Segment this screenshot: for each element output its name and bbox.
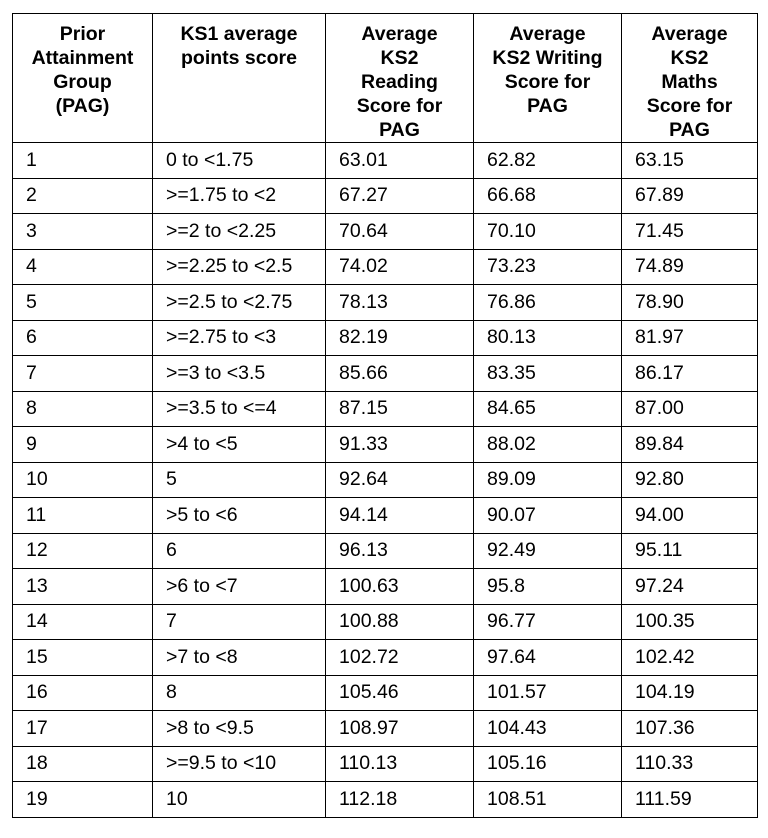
pag-cell: 6 [13, 320, 153, 356]
pag-cell: 17 [13, 711, 153, 747]
writing-score-cell: 96.77 [474, 604, 622, 640]
reading-score-cell: 91.33 [326, 427, 474, 463]
table-row [13, 604, 758, 640]
table-row [13, 711, 758, 747]
reading-score-cell: 78.13 [326, 285, 474, 321]
ks1-score-cell: >=2 to <2.25 [153, 214, 326, 250]
reading-score-cell: 92.64 [326, 462, 474, 498]
maths-score-cell: 71.45 [622, 214, 758, 250]
header-ks2-maths: Average KS2 Maths Score for PAG [622, 14, 758, 143]
reading-score-cell: 94.14 [326, 498, 474, 534]
reading-score-cell: 70.64 [326, 214, 474, 250]
maths-score-cell: 95.11 [622, 533, 758, 569]
ks1-score-cell: >5 to <6 [153, 498, 326, 534]
writing-score-cell: 83.35 [474, 356, 622, 392]
writing-score-cell: 76.86 [474, 285, 622, 321]
writing-score-cell: 90.07 [474, 498, 622, 534]
reading-score-cell: 100.63 [326, 569, 474, 605]
header-row [13, 14, 758, 143]
ks1-score-cell: >=3 to <3.5 [153, 356, 326, 392]
table-row [13, 640, 758, 676]
ks1-score-cell: >=2.5 to <2.75 [153, 285, 326, 321]
table-row [13, 249, 758, 285]
writing-score-cell: 62.82 [474, 143, 622, 179]
maths-score-cell: 63.15 [622, 143, 758, 179]
pag-cell: 14 [13, 604, 153, 640]
table-row [13, 356, 758, 392]
maths-score-cell: 102.42 [622, 640, 758, 676]
reading-score-cell: 63.01 [326, 143, 474, 179]
writing-score-cell: 92.49 [474, 533, 622, 569]
table-row [13, 427, 758, 463]
maths-score-cell: 86.17 [622, 356, 758, 392]
pag-cell: 7 [13, 356, 153, 392]
header-pag: Prior Attainment Group (PAG) [13, 14, 153, 143]
ks1-score-cell: >6 to <7 [153, 569, 326, 605]
reading-score-cell: 87.15 [326, 391, 474, 427]
ks1-score-cell: >=1.75 to <2 [153, 178, 326, 214]
writing-score-cell: 70.10 [474, 214, 622, 250]
reading-score-cell: 82.19 [326, 320, 474, 356]
maths-score-cell: 78.90 [622, 285, 758, 321]
reading-score-cell: 100.88 [326, 604, 474, 640]
table-row [13, 498, 758, 534]
ks1-score-cell: >=2.25 to <2.5 [153, 249, 326, 285]
pag-cell: 18 [13, 746, 153, 782]
writing-score-cell: 66.68 [474, 178, 622, 214]
writing-score-cell: 101.57 [474, 675, 622, 711]
ks1-score-cell: 5 [153, 462, 326, 498]
ks1-score-cell: >=9.5 to <10 [153, 746, 326, 782]
ks1-score-cell: 0 to <1.75 [153, 143, 326, 179]
writing-score-cell: 73.23 [474, 249, 622, 285]
pag-cell: 15 [13, 640, 153, 676]
ks1-score-cell: 8 [153, 675, 326, 711]
table-body [13, 143, 758, 818]
table-row [13, 285, 758, 321]
table-row [13, 214, 758, 250]
reading-score-cell: 108.97 [326, 711, 474, 747]
reading-score-cell: 74.02 [326, 249, 474, 285]
pag-cell: 9 [13, 427, 153, 463]
table-row [13, 569, 758, 605]
maths-score-cell: 107.36 [622, 711, 758, 747]
ks1-score-cell: 10 [153, 782, 326, 818]
pag-cell: 10 [13, 462, 153, 498]
table-container [12, 13, 758, 818]
pag-cell: 2 [13, 178, 153, 214]
pag-cell: 13 [13, 569, 153, 605]
table-row [13, 178, 758, 214]
table-row [13, 746, 758, 782]
table-row [13, 533, 758, 569]
header-ks2-reading: Average KS2 Reading Score for PAG [326, 14, 474, 143]
writing-score-cell: 80.13 [474, 320, 622, 356]
maths-score-cell: 81.97 [622, 320, 758, 356]
writing-score-cell: 88.02 [474, 427, 622, 463]
maths-score-cell: 92.80 [622, 462, 758, 498]
pag-cell: 8 [13, 391, 153, 427]
header-ks1-average: KS1 average points score [153, 14, 326, 143]
reading-score-cell: 112.18 [326, 782, 474, 818]
pag-cell: 12 [13, 533, 153, 569]
writing-score-cell: 95.8 [474, 569, 622, 605]
maths-score-cell: 110.33 [622, 746, 758, 782]
ks1-score-cell: >4 to <5 [153, 427, 326, 463]
pag-cell: 5 [13, 285, 153, 321]
ks1-score-cell: >=2.75 to <3 [153, 320, 326, 356]
table-row [13, 675, 758, 711]
writing-score-cell: 104.43 [474, 711, 622, 747]
maths-score-cell: 87.00 [622, 391, 758, 427]
reading-score-cell: 102.72 [326, 640, 474, 676]
pag-cell: 11 [13, 498, 153, 534]
reading-score-cell: 105.46 [326, 675, 474, 711]
writing-score-cell: 89.09 [474, 462, 622, 498]
maths-score-cell: 74.89 [622, 249, 758, 285]
ks1-score-cell: 7 [153, 604, 326, 640]
writing-score-cell: 84.65 [474, 391, 622, 427]
reading-score-cell: 67.27 [326, 178, 474, 214]
table-row [13, 782, 758, 818]
maths-score-cell: 89.84 [622, 427, 758, 463]
pag-cell: 3 [13, 214, 153, 250]
maths-score-cell: 100.35 [622, 604, 758, 640]
pag-cell: 16 [13, 675, 153, 711]
table-row [13, 320, 758, 356]
pag-cell: 1 [13, 143, 153, 179]
table-row [13, 462, 758, 498]
reading-score-cell: 96.13 [326, 533, 474, 569]
maths-score-cell: 94.00 [622, 498, 758, 534]
pag-cell: 19 [13, 782, 153, 818]
maths-score-cell: 104.19 [622, 675, 758, 711]
ks1-score-cell: >7 to <8 [153, 640, 326, 676]
pag-score-table [12, 13, 758, 818]
writing-score-cell: 97.64 [474, 640, 622, 676]
maths-score-cell: 67.89 [622, 178, 758, 214]
ks1-score-cell: 6 [153, 533, 326, 569]
maths-score-cell: 97.24 [622, 569, 758, 605]
reading-score-cell: 85.66 [326, 356, 474, 392]
table-row [13, 143, 758, 179]
table-row [13, 391, 758, 427]
header-ks2-writing: Average KS2 Writing Score for PAG [474, 14, 622, 143]
writing-score-cell: 108.51 [474, 782, 622, 818]
pag-cell: 4 [13, 249, 153, 285]
reading-score-cell: 110.13 [326, 746, 474, 782]
maths-score-cell: 111.59 [622, 782, 758, 818]
ks1-score-cell: >=3.5 to <=4 [153, 391, 326, 427]
writing-score-cell: 105.16 [474, 746, 622, 782]
ks1-score-cell: >8 to <9.5 [153, 711, 326, 747]
